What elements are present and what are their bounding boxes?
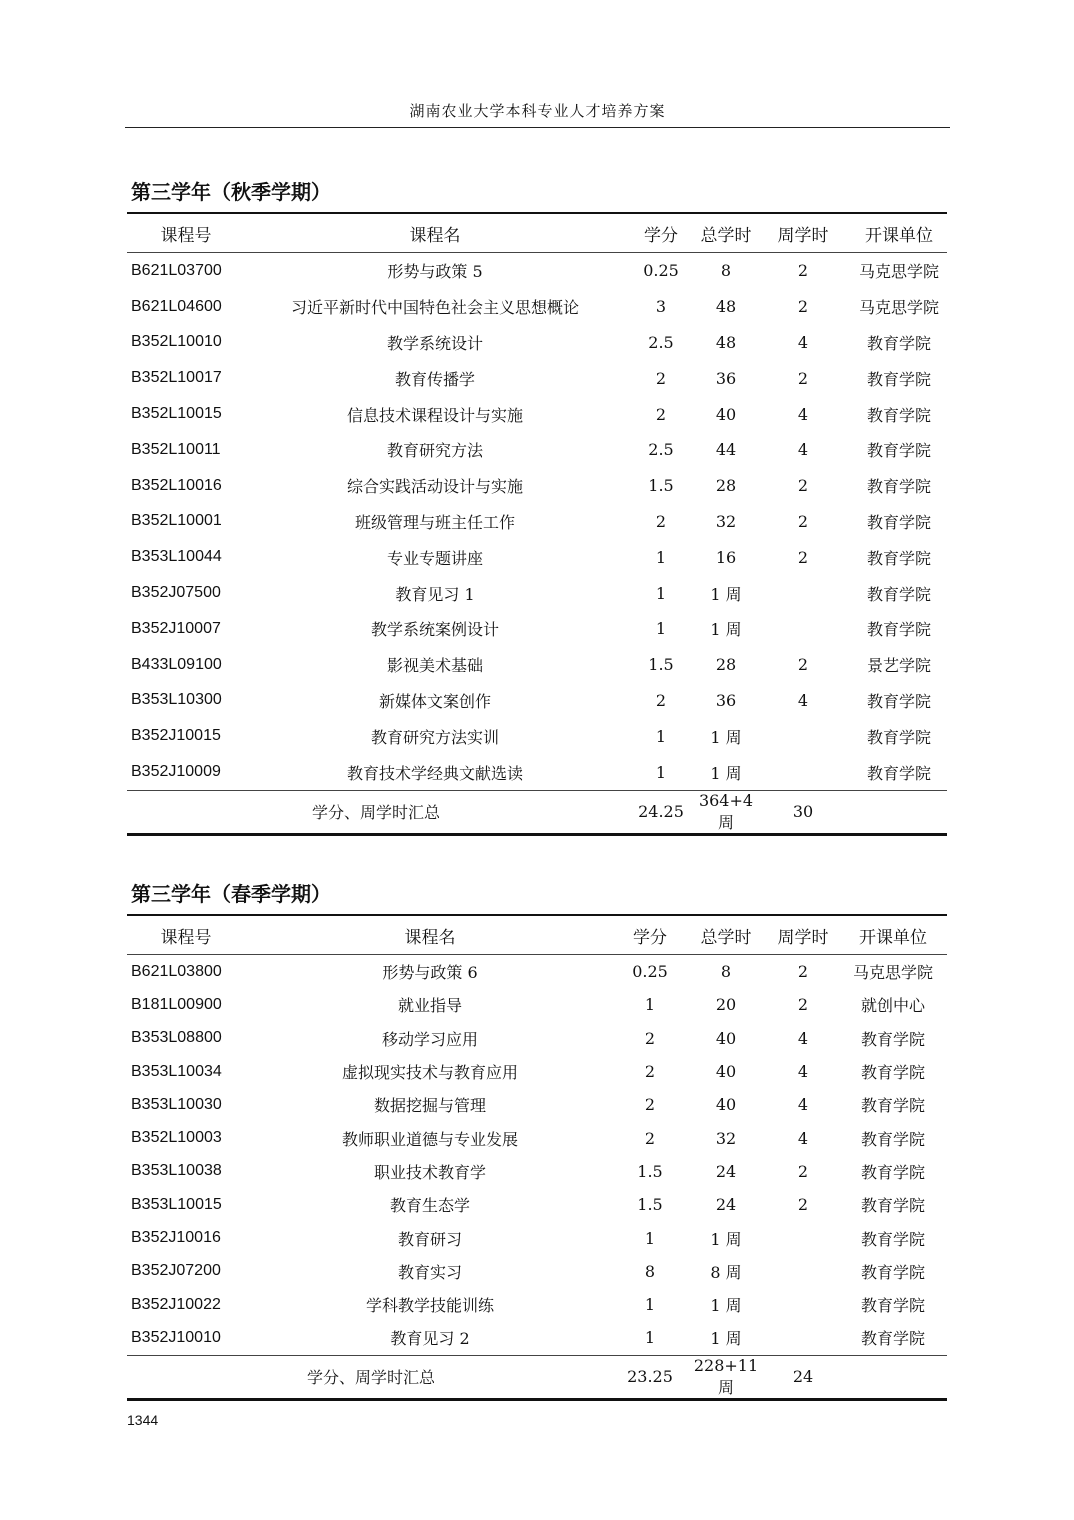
credits-cell: 1	[644, 1228, 656, 1248]
department-cell: 教育学院	[866, 691, 931, 711]
total-hours-cell: 32	[715, 511, 737, 531]
course-code-cell: B352J10016	[131, 1229, 221, 1247]
weekly-hours-cell: 2	[797, 962, 809, 982]
table-row	[127, 1221, 947, 1254]
course-name-cell: 班级管理与班主任工作	[354, 512, 515, 532]
total-hours-cell: 40	[715, 1095, 737, 1115]
total-hours-cell: 1 周	[710, 763, 742, 783]
course-code-cell: B352L10001	[131, 512, 222, 530]
col-header-credits: 学分	[625, 213, 697, 253]
table-row	[127, 1088, 947, 1121]
course-name-cell: 教育研究方法实训	[370, 727, 499, 747]
course-code-cell: B353L10015	[131, 1195, 222, 1213]
weekly-hours-cell	[767, 1321, 839, 1355]
course-code-cell: B352L10015	[131, 405, 222, 423]
table-row	[127, 683, 947, 719]
course-code-cell: B433L09100	[131, 655, 222, 673]
department-cell: 教育学院	[866, 405, 931, 425]
course-name-cell: 职业技术教育学	[373, 1162, 486, 1182]
total-label: 学分、周学时汇总	[127, 1355, 615, 1399]
autumn-course-table	[127, 212, 947, 836]
course-code-cell: B353L10300	[131, 691, 222, 709]
table-row	[127, 1055, 947, 1088]
weekly-hours-cell: 2	[797, 1195, 809, 1215]
page-number: 1344	[127, 1412, 159, 1428]
course-code-cell: B352J10010	[131, 1328, 221, 1346]
total-hours-cell: 28	[715, 476, 737, 496]
weekly-hours-cell: 2	[797, 261, 809, 281]
col-header-weekly-hours: 周学时	[767, 915, 839, 955]
total-hours-cell: 36	[715, 690, 737, 710]
course-code-cell: B352L10017	[131, 369, 222, 387]
total-hours-cell: 40	[715, 404, 737, 424]
total-hours-cell: 1 周	[710, 620, 742, 640]
course-code-cell: B353L10034	[131, 1062, 222, 1080]
course-name-cell: 教育研究方法	[386, 441, 483, 461]
table-row	[127, 289, 947, 325]
course-code-cell: B353L10044	[131, 548, 222, 566]
table-row	[127, 1321, 947, 1355]
col-header-code: 课程号	[127, 213, 245, 253]
credits-cell: 1	[644, 995, 656, 1015]
total-hours-cell: 8	[720, 962, 732, 982]
credits-cell: 2	[655, 511, 667, 531]
department-cell: 教育学院	[860, 1296, 925, 1316]
table-row	[127, 1155, 947, 1188]
weekly-hours-cell: 2	[797, 547, 809, 567]
table-row	[127, 432, 947, 468]
col-header-total-hours: 总学时	[697, 213, 755, 253]
course-code-cell: B352J07200	[131, 1262, 221, 1280]
weekly-hours-cell: 4	[797, 1128, 809, 1148]
course-name-cell: 综合实践活动设计与实施	[346, 477, 523, 497]
credits-cell: 2.5	[648, 440, 674, 460]
credits-cell: 2	[644, 1095, 656, 1115]
table-row	[127, 539, 947, 575]
course-name-cell: 教学系统案例设计	[370, 620, 499, 640]
weekly-hours-cell	[755, 575, 851, 611]
course-code-cell: B352L10011	[131, 440, 221, 458]
total-hours-cell: 1 周	[710, 1329, 742, 1349]
department-cell: 马克思学院	[858, 262, 939, 282]
credits-cell: 1	[655, 762, 667, 782]
running-header: 湖南农业大学本科专业人才培养方案	[125, 100, 950, 128]
course-name-cell: 信息技术课程设计与实施	[346, 405, 523, 425]
credits-cell: 1	[655, 583, 667, 603]
credits-cell: 1	[644, 1295, 656, 1315]
department-cell: 教育学院	[860, 1063, 925, 1083]
course-name-cell: 教育见习 2	[390, 1329, 470, 1349]
total-hours-cell: 8	[720, 261, 732, 281]
weekly-hours-cell	[767, 1255, 839, 1288]
col-header-total-hours: 总学时	[685, 915, 767, 955]
total-department-empty	[839, 1355, 947, 1399]
credits-cell: 2	[655, 368, 667, 388]
credits-cell: 1.5	[637, 1195, 663, 1215]
course-name-cell: 学科教学技能训练	[365, 1296, 494, 1316]
department-cell: 马克思学院	[858, 298, 939, 318]
course-name-cell: 教育见习 1	[395, 584, 475, 604]
weekly-hours-cell: 4	[797, 1062, 809, 1082]
total-hours-cell: 16	[715, 547, 737, 567]
course-code-cell: B621L03800	[131, 962, 222, 980]
total-row	[127, 1355, 947, 1399]
course-code-cell: B352J07500	[131, 584, 221, 602]
course-name-cell: 教育研习	[397, 1229, 462, 1249]
department-cell: 教育学院	[866, 763, 931, 783]
total-hours-cell: 32	[715, 1128, 737, 1148]
course-code-cell: B352L10010	[131, 333, 222, 351]
table-row	[127, 1121, 947, 1154]
course-name-cell: 习近平新时代中国特色社会主义思想概论	[290, 298, 579, 318]
table-row	[127, 253, 947, 289]
total-credits: 24.25	[625, 790, 697, 834]
weekly-hours-cell: 4	[797, 440, 809, 460]
total-hours-cell: 44	[715, 440, 737, 460]
table-row	[127, 647, 947, 683]
course-name-cell: 教育实习	[397, 1262, 462, 1282]
weekly-hours-cell: 2	[797, 476, 809, 496]
course-code-cell: B352J10009	[131, 763, 221, 781]
credits-cell: 1.5	[648, 476, 674, 496]
col-header-name: 课程名	[245, 213, 625, 253]
credits-cell: 0.25	[643, 261, 679, 281]
department-cell: 教育学院	[866, 620, 931, 640]
department-cell: 教育学院	[866, 512, 931, 532]
table-row	[127, 504, 947, 540]
credits-cell: 3	[655, 297, 667, 317]
credits-cell: 1	[644, 1328, 656, 1348]
course-code-cell: B352J10022	[131, 1295, 221, 1313]
weekly-hours-cell: 2	[797, 655, 809, 675]
total-hours-cell: 1 周	[710, 1296, 742, 1316]
col-header-credits: 学分	[615, 915, 685, 955]
department-cell: 教育学院	[860, 1229, 925, 1249]
credits-cell: 2	[655, 404, 667, 424]
department-cell: 教育学院	[866, 441, 931, 461]
weekly-hours-cell	[767, 1288, 839, 1321]
table-row	[127, 468, 947, 504]
total-hours-cell: 20	[715, 995, 737, 1015]
weekly-hours-cell: 2	[797, 995, 809, 1015]
total-hours-cell: 24	[715, 1161, 737, 1181]
credits-cell: 2.5	[648, 332, 674, 352]
weekly-hours-cell: 4	[797, 690, 809, 710]
credits-cell: 2	[644, 1062, 656, 1082]
department-cell: 马克思学院	[852, 963, 933, 983]
weekly-hours-cell	[755, 611, 851, 647]
total-hours-cell: 1 周	[710, 584, 742, 604]
table-row	[127, 325, 947, 361]
course-code-cell: B621L03700	[131, 261, 222, 279]
table-row	[127, 1288, 947, 1321]
course-code-cell: B353L10030	[131, 1095, 222, 1113]
department-cell: 教育学院	[860, 1329, 925, 1349]
table-row	[127, 718, 947, 754]
weekly-hours-cell: 4	[797, 332, 809, 352]
department-cell: 教育学院	[860, 1162, 925, 1182]
total-hours-cell: 40	[715, 1028, 737, 1048]
department-cell: 教育学院	[866, 584, 931, 604]
total-weekly-hours: 30	[755, 790, 851, 834]
table-header-row	[127, 213, 947, 253]
col-header-department: 开课单位	[839, 915, 947, 955]
credits-cell: 2	[655, 690, 667, 710]
course-code-cell: B621L04600	[131, 297, 222, 315]
department-cell: 教育学院	[860, 1129, 925, 1149]
total-row	[127, 790, 947, 834]
weekly-hours-cell: 2	[797, 368, 809, 388]
weekly-hours-cell: 2	[797, 511, 809, 531]
department-cell: 教育学院	[860, 1262, 925, 1282]
course-code-cell: B352J10015	[131, 727, 221, 745]
credits-cell: 2	[644, 1028, 656, 1048]
credits-cell: 1.5	[648, 655, 674, 675]
table-row	[127, 611, 947, 647]
total-label: 学分、周学时汇总	[127, 790, 625, 834]
department-cell: 就创中心	[860, 996, 925, 1016]
course-name-cell: 数据挖掘与管理	[373, 1096, 486, 1116]
credits-cell: 1.5	[637, 1161, 663, 1181]
spring-semester-section	[127, 880, 947, 1401]
total-weekly-hours: 24	[767, 1355, 839, 1399]
table-row	[127, 396, 947, 432]
col-header-name: 课程名	[245, 915, 615, 955]
table-row	[127, 1188, 947, 1221]
weekly-hours-cell: 2	[797, 297, 809, 317]
weekly-hours-cell: 4	[797, 1028, 809, 1048]
department-cell: 教育学院	[866, 548, 931, 568]
course-name-cell: 教育传播学	[394, 369, 475, 389]
table-header-row	[127, 915, 947, 955]
course-name-cell: 专业专题讲座	[386, 548, 483, 568]
course-name-cell: 就业指导	[397, 996, 462, 1016]
total-hours: 228+11 周	[685, 1355, 767, 1399]
course-name-cell: 教育技术学经典文献选读	[346, 763, 523, 783]
total-hours-cell: 48	[715, 297, 737, 317]
course-code-cell: B352J10007	[131, 619, 221, 637]
total-hours-cell: 40	[715, 1062, 737, 1082]
total-hours-cell: 1 周	[710, 1229, 742, 1249]
credits-cell: 1	[655, 619, 667, 639]
table-row	[127, 575, 947, 611]
credits-cell: 8	[644, 1261, 656, 1281]
department-cell: 教育学院	[866, 727, 931, 747]
total-hours-cell: 36	[715, 368, 737, 388]
total-hours: 364+4 周	[697, 790, 755, 834]
weekly-hours-cell	[755, 718, 851, 754]
spring-course-table	[127, 914, 947, 1401]
credits-cell: 2	[644, 1128, 656, 1148]
total-credits: 23.25	[615, 1355, 685, 1399]
course-code-cell: B352L10016	[131, 476, 222, 494]
weekly-hours-cell: 4	[797, 404, 809, 424]
col-header-department: 开课单位	[851, 213, 947, 253]
department-cell: 教育学院	[866, 477, 931, 497]
course-code-cell: B353L10038	[131, 1162, 222, 1180]
course-code-cell: B181L00900	[131, 995, 222, 1013]
table-row	[127, 360, 947, 396]
department-cell: 教育学院	[860, 1029, 925, 1049]
weekly-hours-cell	[755, 754, 851, 790]
course-name-cell: 移动学习应用	[381, 1029, 478, 1049]
table-row	[127, 955, 947, 989]
course-name-cell: 教学系统设计	[386, 333, 483, 353]
course-name-cell: 新媒体文案创作	[378, 691, 491, 711]
course-code-cell: B352L10003	[131, 1129, 222, 1147]
weekly-hours-cell	[767, 1221, 839, 1254]
department-cell: 教育学院	[866, 369, 931, 389]
autumn-semester-section	[127, 178, 947, 836]
department-cell: 教育学院	[860, 1196, 925, 1216]
table-row	[127, 1255, 947, 1288]
table-row	[127, 754, 947, 790]
total-hours-cell: 8 周	[710, 1262, 742, 1282]
course-name-cell: 影视美术基础	[386, 656, 483, 676]
credits-cell: 1	[655, 547, 667, 567]
department-cell: 景艺学院	[866, 656, 931, 676]
weekly-hours-cell: 2	[797, 1161, 809, 1181]
course-name-cell: 教师职业道德与专业发展	[341, 1129, 518, 1149]
col-header-code: 课程号	[127, 915, 245, 955]
department-cell: 教育学院	[866, 333, 931, 353]
total-hours-cell: 28	[715, 655, 737, 675]
credits-cell: 0.25	[632, 962, 668, 982]
total-department-empty	[851, 790, 947, 834]
course-name-cell: 教育生态学	[389, 1196, 470, 1216]
spring-semester-title: 第三学年（春季学期）	[131, 882, 331, 906]
col-header-weekly-hours: 周学时	[755, 213, 851, 253]
department-cell: 教育学院	[860, 1096, 925, 1116]
credits-cell: 1	[655, 726, 667, 746]
course-name-cell: 虚拟现实技术与教育应用	[341, 1063, 518, 1083]
course-code-cell: B353L08800	[131, 1029, 222, 1047]
table-row	[127, 988, 947, 1021]
weekly-hours-cell: 4	[797, 1095, 809, 1115]
table-row	[127, 1022, 947, 1055]
autumn-semester-title: 第三学年（秋季学期）	[131, 180, 331, 204]
course-name-cell: 形势与政策 5	[387, 262, 483, 282]
course-name-cell: 形势与政策 6	[382, 963, 478, 983]
total-hours-cell: 24	[715, 1195, 737, 1215]
total-hours-cell: 48	[715, 332, 737, 352]
total-hours-cell: 1 周	[710, 727, 742, 747]
